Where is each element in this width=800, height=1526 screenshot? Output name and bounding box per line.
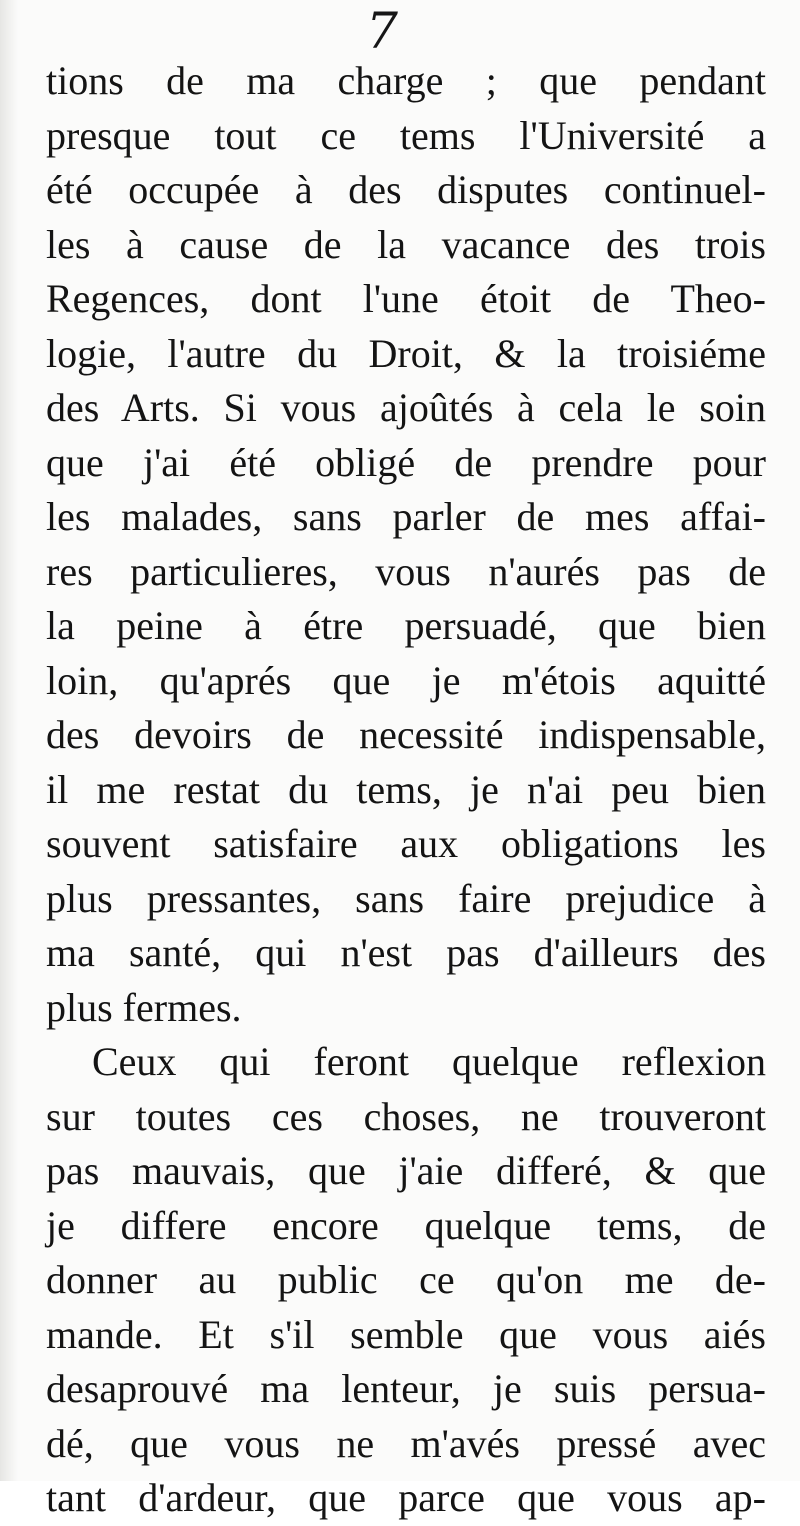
text-line: plus pressantes, sans faire prejudice à — [46, 875, 766, 921]
text-line: logie, l'autre du Droit, & la troisiéme — [46, 330, 766, 376]
text-line: desaprouvé ma lenteur, je suis persua- — [46, 1366, 766, 1411]
text-line: presque tout ce tems l'Université a — [46, 112, 766, 158]
text-line: mande. Et s'il semble que vous aiés — [46, 1311, 766, 1357]
text-line: les à cause de la vacance des trois — [46, 221, 766, 267]
text-line: des devoirs de necessité indispensable, — [46, 712, 766, 757]
text-line: été occupée à des disputes continuel- — [46, 167, 766, 212]
text-line: tions de ma charge ; que pendant — [46, 58, 766, 103]
text-line: ma santé, qui n'est pas d'ailleurs des — [46, 930, 766, 975]
text-line: plus fermes. — [46, 984, 242, 1030]
text-line: tant d'ardeur, que parce que vous ap- — [46, 1475, 766, 1520]
text-line: dé, que vous ne m'avés pressé avec — [46, 1420, 766, 1466]
text-line: je differe encore quelque tems, de — [46, 1202, 766, 1248]
text-line: des Arts. Si vous ajoûtés à cela le soin — [46, 385, 766, 430]
text-line: pas mauvais, que j'aie differé, & que — [46, 1148, 766, 1193]
text-line: les malades, sans parler de mes affai- — [46, 494, 766, 539]
text-line: loin, qu'aprés que je m'étois aquitté — [46, 657, 766, 703]
text-line: sur toutes ces choses, ne trouveront — [46, 1093, 766, 1139]
page-gutter-shadow — [0, 0, 18, 1481]
text-line: la peine à étre persuadé, que bien — [46, 603, 766, 648]
body-text — [46, 54, 766, 1526]
page-number: 7 — [366, 2, 398, 60]
text-line: Regences, dont l'une étoit de Theo- — [46, 276, 766, 321]
text-line: res particulieres, vous n'aurés pas de — [46, 548, 766, 594]
text-line: souvent satisfaire aux obligations les — [46, 821, 766, 866]
text-line: donner au public ce qu'on me de- — [46, 1257, 766, 1302]
text-line: que j'ai été obligé de prendre pour — [46, 439, 766, 485]
text-line: il me restat du tems, je n'ai peu bien — [46, 766, 766, 812]
text-line: Ceux qui feront quelque reflexion — [92, 1039, 766, 1084]
